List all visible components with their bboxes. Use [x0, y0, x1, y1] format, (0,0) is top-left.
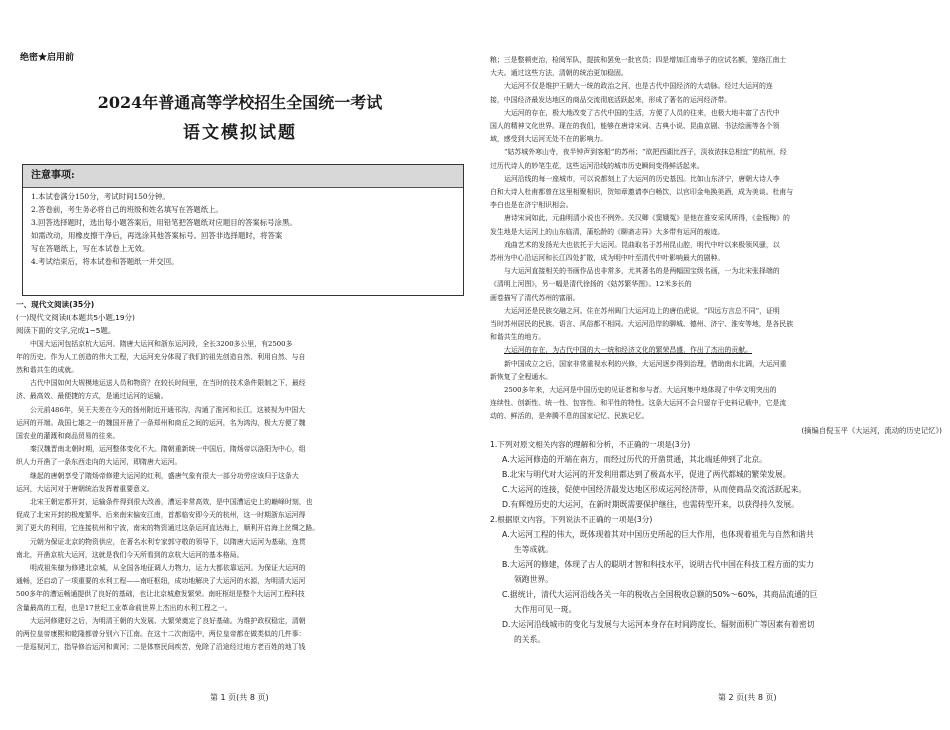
passage-line: 含量最高的工程，也是17世纪工业革命前世界上杰出的水利工程之一。 — [16, 603, 232, 612]
passage-line: 明成祖朱棣为修建北京城，从全国各地征调人力物力，运力大都依靠运河。为保证大运河的 — [30, 564, 306, 573]
passage-line: 新中国成立之后，国家非常重视水利的兴修，大运河逐步得到治理，借助南水北调，大运河重 — [504, 359, 787, 368]
answer-option: A.大运河修造的开端在南方，而经过历代的开凿贯通，其北端延伸到了北京。 — [502, 454, 767, 464]
passage-line: 国人的精神文化世界。现在的我们，能够在唐诗宋词、古典小说、昆曲京剧、书法绘画等各个领 — [490, 122, 780, 131]
passage-line: 大夫。通过这些方法，清朝的统治更加稳固。 — [490, 69, 628, 78]
page-right — [478, 0, 950, 730]
passage-line: 北宋王朝定都开封，运输条件得到很大改善，漕运非常高效，是中国漕运史上的巅峰时刻，也 — [30, 498, 313, 507]
passage-line: 古代中国如何大规模地运送人员和物资？在较长时间里，在当时的技术条件限制之下，最经 — [30, 379, 306, 388]
passage-line: 与大运河直接相关的书画作品也非常多，尤其著名的是两幅国宝级名画，一为北宋张择端的 — [504, 267, 780, 276]
passage-line: 接，中国经济最发达地区的商品交流彻底活跃起来，形成了著名的运河经济带。 — [490, 95, 732, 104]
option-continuation: 领跑世界。 — [514, 574, 553, 584]
section-heading: 一、现代文阅读(35分) — [16, 300, 95, 309]
passage-line: 运河沿线的每一座城市，可以说都刻上了大运河的历史基因。比如山东济宁，唐朝大诗人李 — [504, 174, 780, 183]
passage-line: 《清明上河图》，另一幅是清代徐扬的《姑苏繁华图》。12米多长的 — [490, 280, 692, 289]
passage-line: 粮；三是整顿吏治，检阅军队，提拔和罢免一批官员；四是增加江南举子的应试名额，笼络江南士 — [490, 56, 787, 64]
passage-line: 南北，开凿京杭大运河，这就是我们今天所看到的京杭大运河的基本格局。 — [16, 550, 244, 559]
question-1-stem: 1.下列对原文相关内容的理解和分析，不正确的一项是(3分) — [490, 439, 691, 449]
notice-line: 写在答题纸上，写在本试卷上无效。 — [31, 244, 150, 253]
passage-line: 大运河修建好之后，为明清王朝的大发展、大繁荣奠定了良好基础。为维护政权稳定，清朝 — [30, 616, 306, 625]
passage-line: 一是巡视河工，指导修治运河和黄河；二是体察民间疾苦，免除了沿途经过地方老百姓的地丁钱 — [16, 643, 306, 652]
passage-line: 济、最高效、最便捷的方式，是通过运河的运输。 — [16, 392, 168, 401]
passage-line: 大运河还是民族交融之河。住在苏州阊门大运河边上的唐伯虎说，“四远方言总不同”，证明 — [504, 306, 780, 315]
passage-line: 促成了北宋开封的极度繁华。后来南宋偏安江南，首都临安即今天的杭州，这一时期浙东运河得 — [16, 511, 306, 520]
passage-line: 国农业的灌溉和商品贸易的往来。 — [16, 432, 120, 441]
answer-option: A.大运河工程的伟大，既体现着其对中国历史所起的巨大作用，也体现着祖先与自然和谐共 — [502, 529, 814, 539]
notice-line: 1.本试卷满分150分，考试时间150分钟。 — [31, 192, 170, 201]
passage-line: 运河，大运河对于唐朝统治发挥着重要意义。 — [16, 484, 154, 493]
notice-line: 4.考试结束后，将本试卷和答题纸一并交回。 — [31, 257, 179, 266]
passage-line: 中国大运河包括京杭大运河、隋唐大运河和浙东运河段，全长3200多公里，有2500多 — [30, 339, 293, 348]
passage-line: 大运河的存在，为古代中国的大一统和经济文化的繁荣昌盛，作出了杰出的贡献。 — [504, 346, 753, 355]
passage-left — [16, 338, 466, 655]
notice-line: 如需改动，用橡皮擦干净后，再选涂其他答案标号。回答非选择题时，将答案 — [31, 231, 283, 240]
passage-line: 戏曲艺术的发扬光大也依托于大运河。昆曲取名于苏州昆山腔，明代中叶以来极领风骚，以 — [504, 240, 780, 249]
question-2-stem: 2.根据原文内容，下列说法不正确的一项是(3分) — [490, 514, 653, 524]
option-continuation: 生等成就。 — [514, 544, 553, 554]
passage-line: 大运河不仅是维护王朝大一统的政治之河，也是古代中国经济的大动脉。经过大运河的连 — [504, 82, 773, 91]
exam-title: 2024年普通高等学校招生全国统一考试 — [97, 93, 383, 112]
notice-box — [22, 164, 464, 296]
notice-line: 3.回答选择题时，选出每小题答案后，用铅笔把答题纸对应题目的答案标号涂黑。 — [31, 218, 297, 227]
passage-line: “姑苏城外寒山寺，夜半钟声到客船”的苏州；“欲把西湖比西子，淡妆浓抹总相宜”的杭州，经 — [504, 148, 787, 157]
passage-line: 年的历史。作为人工创造的伟大工程，大运河充分体现了我们的祖先创造自然、利用自然、与自 — [16, 352, 306, 361]
reading-instruction: 阅读下面的文字,完成1~5题。 — [16, 326, 116, 336]
passage-line: 当时苏州居民的民族、语言、风俗都不相同。大运河沿岸的聊城、德州、济宁、淮安等地，是各民族 — [490, 320, 794, 329]
question-2-options — [490, 527, 942, 647]
passage-line: 和谐共生的地方。 — [490, 333, 546, 342]
passage-line: 继起的唐朝享受了隋炀帝修建大运河的红利，盛唐气象有很大一部分功劳应该归于这条大 — [30, 471, 299, 480]
option-continuation: 大作用可见一斑。 — [514, 604, 577, 614]
page-number-left: 第 1 页(共 8 页) — [210, 693, 269, 702]
notice-heading: 注意事项: — [23, 165, 463, 188]
passage-line: 织人力开凿了一条东西走向的大运河，即隋唐大运河。 — [16, 458, 182, 467]
passage-line: 的两位皇帝康熙和乾隆都曾分别六下江南。在这十二次南巡中，两位皇帝都在做类似的几件事： — [16, 630, 306, 639]
passage-line: 元朝为保证北京的物资供应，在著名水利专家郭守敬的领导下，以隋唐大运河为基础，连贯 — [30, 537, 306, 546]
secret-label: 绝密★启用前 — [20, 53, 75, 63]
answer-option: D.大运河沿线城市的变化与发展与大运河本身存在时间跨度长、辐射面积广等因素有着密切 — [502, 619, 815, 629]
passage-line: 发生地是大运河上的山东临清，蒲松龄的《聊斋志异》大多带有运河的痕迹。 — [490, 227, 725, 236]
page-number-right: 第 2 页(共 8 页) — [718, 693, 777, 702]
passage-line: 运河的开端。战国七雄之一的魏国开凿了一条郑州和商丘之间的运河，名为鸿沟，极大方便了魏 — [16, 418, 306, 427]
passage-line: 500多年的漕运畅通提供了良好的基础，也让北京城愈发繁荣。南旺枢纽是整个大运河工程科技 — [16, 590, 305, 599]
question-1-options — [490, 452, 942, 512]
passage-source: (摘编自倪玉平《大运河，流动的历史记忆》) — [801, 425, 942, 435]
answer-option: C.大运河的连接，促使中国经济最发达地区形成运河经济带，从而使商品交流活跃起来。 — [502, 484, 807, 494]
passage-line: 连续性、创新性、统一性、包容性、和平性的特性。这条大运河不会只留存于史料记载中，它是流 — [490, 399, 787, 408]
subsection-heading: (一)现代文阅读Ⅰ(本题共5小题,19分) — [16, 313, 135, 323]
notice-body — [23, 188, 463, 268]
answer-option: C.据统计，清代大运河沿线各关一年的税收占全国税收总额的50%～60%，其商品流通的巨 — [502, 589, 818, 599]
passage-line: 画卷描写了清代苏州的富丽。 — [490, 293, 580, 302]
passage-line: 动的、鲜活的，是奔腾不息的国家记忆、民族记忆。 — [490, 412, 649, 421]
passage-line: 秦汉魏晋南北朝时期，运河整体变化不大。隋朝重新统一中国后，隋炀帝以洛阳为中心，组 — [30, 445, 306, 454]
passage-line: 然和谐共生的成就。 — [16, 366, 79, 375]
passage-line: 唐诗宋词如此，元曲明清小说也不例外。关汉卿《窦娥冤》是他在淮安采风所得，《金瓶梅》的 — [504, 214, 790, 223]
passage-line: 2500多年来，大运河是中国历史的见证者和参与者。大运河集中地体现了中华文明突出的 — [504, 386, 777, 395]
passage-line: 域，感受到大运河无处不在的影响力。 — [490, 135, 608, 144]
passage-line: 到了更大的利用，它连接杭州和宁波，南宋的物资通过这条运河直达海上，顺利开启海上丝绸之路。 — [16, 524, 320, 533]
answer-option: B.北宋与明代对大运河的开发利用都达到了极高水平，促进了两代都城的繁荣发展。 — [502, 469, 791, 479]
passage-line: 过历代诗人的妙笔生花，这些运河沿线的城市历史瞬间变得鲜活起来。 — [490, 161, 704, 170]
passage-line: 公元前486年，吴王夫差在今天的扬州附近开通邗沟，沟通了淮河和长江，这被视为中国大 — [30, 405, 305, 414]
passage-right — [490, 54, 942, 424]
passage-line: 新恢复了全程通水。 — [490, 372, 553, 381]
option-continuation: 的关系。 — [514, 634, 546, 644]
passage-line: 通畅，还启动了一项重要的水利工程——南旺枢纽，成功地解决了大运河的水源，为明清大运河 — [16, 577, 306, 586]
right-text-column — [490, 54, 942, 647]
passage-line: 苏州为中心沿运河和长江四处扩散，成为明中叶至清代中叶影响最大的剧种。 — [490, 254, 725, 263]
passage-line: 白和大诗人杜甫都曾在这里相聚相识，贺知章邀请李白畅饮，以官印金龟换美酒，成为美谈。杜甫与 — [490, 188, 794, 197]
left-text-column — [16, 298, 466, 654]
answer-option: B.大运河的修建，体现了古人的聪明才智和科技水平，说明古代中国在科技工程方面的实力 — [502, 559, 814, 569]
passage-line: 大运河的存在，极大地改变了古代中国的生活，方便了人员的往来，也极大地丰富了古代中 — [504, 108, 780, 117]
exam-subtitle: 语文模拟试题 — [183, 123, 297, 143]
notice-line: 2.答卷前，考生务必将自己的班级和姓名填写在答题纸上。 — [31, 205, 223, 214]
passage-line: 李白也是在济宁相识相会。 — [490, 201, 573, 210]
answer-option: D.有辉煌历史的大运河，在新时期既需要保护继往，也需转型开来，以获得持久发展。 — [502, 499, 799, 509]
